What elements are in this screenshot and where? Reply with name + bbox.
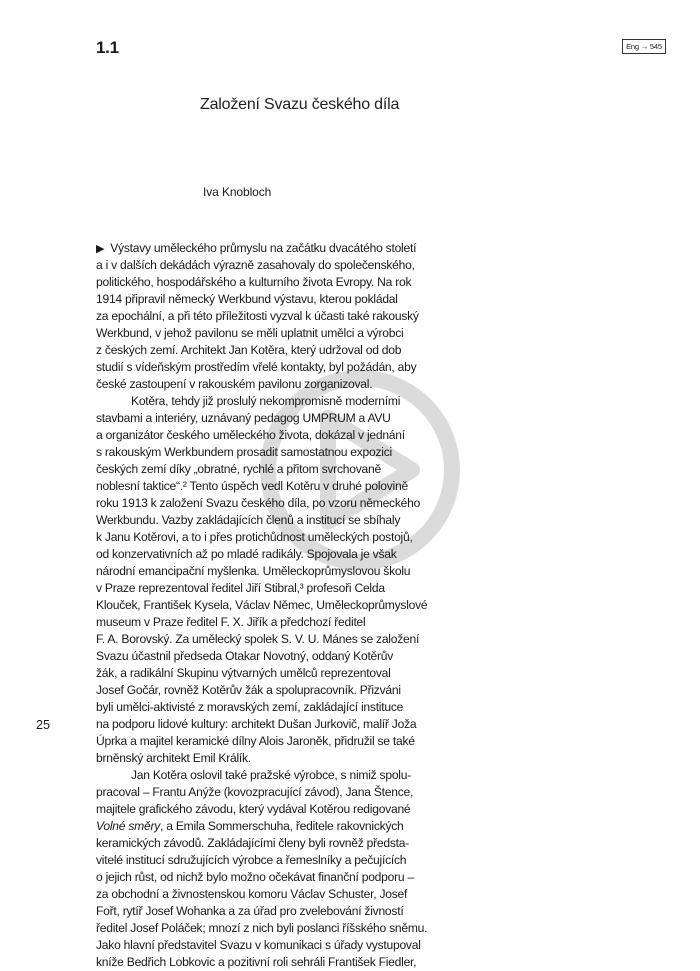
body-line: roku 1913 k založení Svazu českého díla, po vzoru německého: [96, 496, 421, 510]
body-line: českých zemí díky „obratné, rychlé a přitom svrchovaně: [96, 462, 381, 476]
journal-title: Volné směry: [96, 819, 161, 833]
body-line: Josef Gočár, rovněž Kotěrův žák a spolupracovník. Přizváni: [96, 683, 401, 697]
body-line: ředitel Josef Poláček; mnozí z nich byli poslanci říšského sněmu.: [96, 921, 428, 935]
body-line: za epochální, a při této příležitosti vyzval k účasti také rakouský: [96, 309, 419, 323]
page-number: 25: [36, 718, 50, 732]
body-line: z českých zemí. Architekt Jan Kotěra, který udržoval od dob: [96, 343, 402, 357]
body-line: stavbami a interiéry, uznávaný pedagog UMPRUM a AVU: [96, 411, 391, 425]
body-line: Úprka a majitel keramické dílny Alois Jaroněk, přidružil se také: [96, 734, 415, 748]
body-line: Fořt, rytíř Josef Wohanka a za úřad pro zvelebování živností: [96, 904, 404, 918]
body-line: F. A. Borovský. Za umělecký spolek S. V. U. Mánes se založení: [96, 632, 420, 646]
body-line: studií s vídeňským prostředím vřelé kontakty, byl požádán, aby: [96, 360, 417, 374]
body-line: Svazu účastnil předseda Otakar Novotný, oddaný Kotěrův: [96, 649, 394, 663]
body-line: museum v Praze ředitel F. X. Jiřík a předchozí ředitel: [96, 615, 366, 629]
play-marker-icon: ▶: [96, 243, 105, 255]
body-line: české zastoupení v rakouském pavilonu zorganizoval.: [96, 377, 373, 391]
body-line: ▶ Výstavy uměleckého průmyslu na začátku dvacátého století: [96, 240, 516, 257]
body-line: za obchodní a živnostenskou komoru Václav Schuster, Josef: [96, 887, 408, 901]
article-title: Založení Svazu českého díla: [200, 96, 400, 113]
body-line: Klouček, František Kysela, Václav Němec, Uměleckoprůmyslové: [96, 598, 428, 612]
article-body: [96, 240, 516, 971]
body-line: 1914 připravil německý Werkbund výstavu, kterou pokládal: [96, 292, 398, 306]
body-line: Jan Kotěra oslovil také pražské výrobce, s nimiž spolu-: [131, 768, 411, 782]
body-line: na podporu lidové kultury: architekt Dušan Jurkovič, malíř Joža: [96, 717, 417, 731]
body-line: o jejich růst, od nichž bylo možno očekávat finanční podporu –: [96, 870, 414, 884]
body-line: majitele grafického závodu, který vydával Kotěrou redigované: [96, 802, 411, 816]
body-line: národní emancipační myšlenka. Uměleckoprůmyslovou školu: [96, 564, 411, 578]
body-line: Werkbundu. Vazby zakládajících členů a institucí se sbíhaly: [96, 513, 401, 527]
body-line: pracoval – Frantu Anýže (kovozpracující závod), Jana Štence,: [96, 785, 414, 799]
body-line: noblesní taktice“.² Tento úspěch vedl Kotěru v druhé polovině: [96, 479, 408, 493]
chapter-number: 1.1: [96, 38, 119, 57]
body-line: Werkbund, v jehož pavilonu se měli uplatnit umělci a výrobci: [96, 326, 404, 340]
body-line: Volné směry, a Emila Sommerschuha, ředitele rakovnických: [96, 819, 404, 833]
body-line: Kotěra, tehdy již proslulý nekompromisně moderními: [131, 394, 401, 408]
body-line: k Janu Kotěrovi, a to i přes protichůdnost uměleckých postojů,: [96, 530, 413, 544]
body-line: byli umělci-aktivisté z moravských zemí, zakládající instituce: [96, 700, 404, 714]
body-line: a organizátor českého uměleckého života, dokázal v jednání: [96, 428, 405, 442]
body-line: vitelé institucí sdružujících výrobce a řemeslníky a pečujících: [96, 853, 407, 867]
body-line: s rakouským Werkbundem prosadit samostatnou expozici: [96, 445, 392, 459]
body-line: brněnský architekt Emil Králík.: [96, 751, 251, 765]
body-line: žák, a radikální Skupinu výtvarných umělců reprezentoval: [96, 666, 391, 680]
body-line: v Praze reprezentoval ředitel Jiří Stibral,³ profesoři Celda: [96, 581, 385, 595]
body-line: politického, hospodářského a kulturního života Evropy. Na rok: [96, 275, 412, 289]
body-line: a i v dalších dekádách výrazně zasahovaly do společenského,: [96, 258, 415, 272]
body-line: Jako hlavní představitel Svazu v komunikaci s úřady vystupoval: [96, 938, 421, 952]
article-author: Iva Knobloch: [203, 185, 272, 199]
english-page-reference[interactable]: Eng → 545: [622, 39, 666, 54]
body-line: keramických závodů. Zakládajícími členy byli rovněž předsta-: [96, 836, 410, 850]
body-line: od konzervativních až po mladé radikály. Spojovala je však: [96, 547, 397, 561]
body-line: kníže Bedřich Lobkovic a pozitivní roli sehráli František Fiedler,: [96, 955, 417, 969]
